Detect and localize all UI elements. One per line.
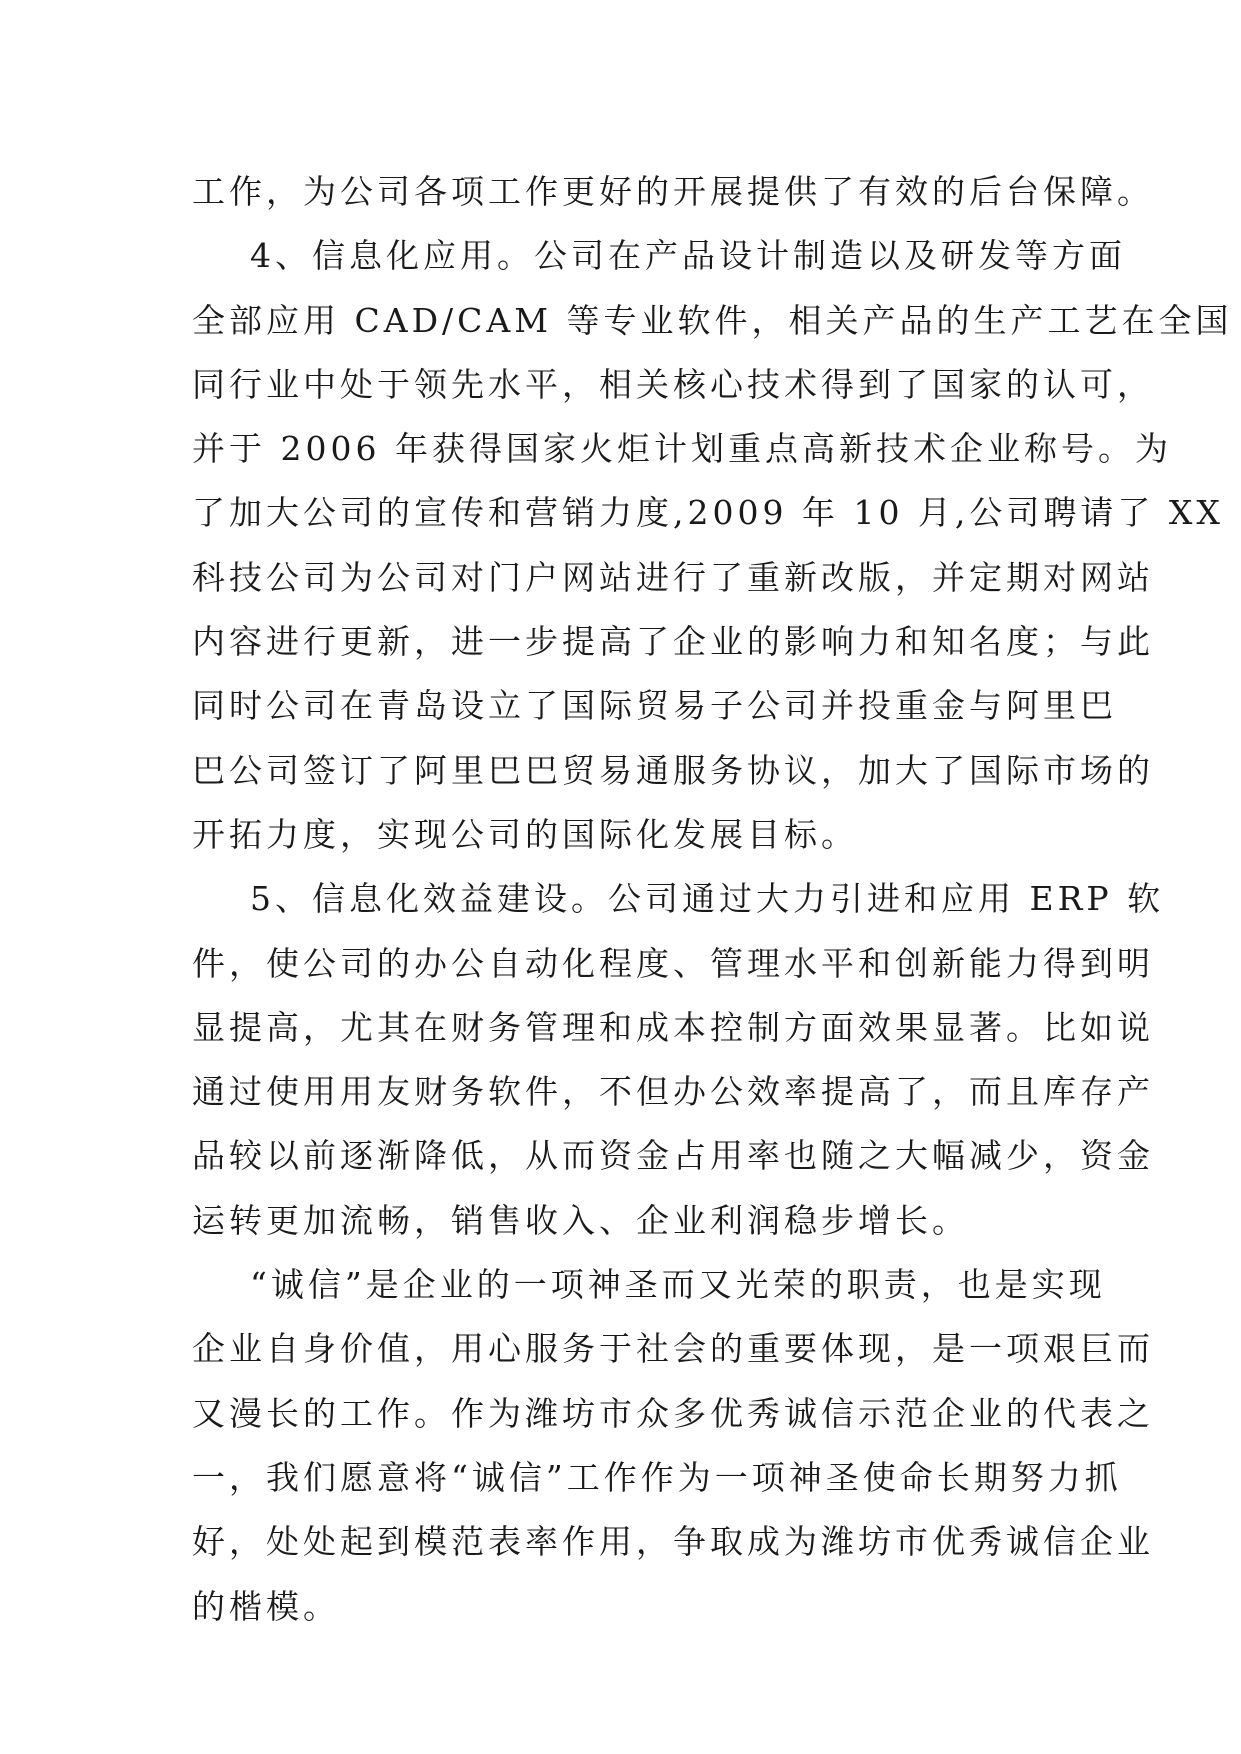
text-line: 科技公司为公司对门户网站进行了重新改版，并定期对网站 (192, 557, 1154, 597)
text-line: 同时公司在青岛设立了国际贸易子公司并投重金与阿里巴 (192, 686, 1117, 726)
text-line: 的楷模。 (192, 1586, 340, 1626)
text-line: 了加大公司的宣传和营销力度,2009 年 10 月,公司聘请了 XX (192, 493, 1224, 533)
text-line: 内容进行更新，进一步提高了企业的影响力和知名度；与此 (192, 622, 1154, 662)
text-line: 通过使用用友财务软件，不但办公效率提高了，而且库存产 (192, 1072, 1154, 1112)
body-text (192, 160, 1233, 1639)
paragraph-start-line: 4、信息化应用。公司在产品设计制造以及研发等方面 (250, 236, 1126, 276)
text-line: 一，我们愿意将“诚信”工作作为一项神圣使命长期努力抓 (192, 1457, 1122, 1497)
paragraph-start-line: “诚信”是企业的一项神圣而又光荣的职责，也是实现 (250, 1265, 1106, 1305)
text-line: 品较以前逐渐降低，从而资金占用率也随之大幅减少，资金 (192, 1136, 1154, 1176)
text-line: 全部应用 CAD/CAM 等专业软件，相关产品的生产工艺在全国 (192, 300, 1233, 340)
text-line: 显提高，尤其在财务管理和成本控制方面效果显著。比如说 (192, 1007, 1154, 1047)
text-line: 同行业中处于领先水平，相关核心技术得到了国家的认可， (192, 364, 1154, 404)
text-line: 巴公司签订了阿里巴巴贸易通服务协议，加大了国际市场的 (192, 750, 1154, 790)
text-line: 件，使公司的办公自动化程度、管理水平和创新能力得到明 (192, 943, 1154, 983)
paragraph-start-line: 5、信息化效益建设。公司通过大力引进和应用 ERP 软 (250, 879, 1165, 919)
text-line: 开拓力度，实现公司的国际化发展目标。 (192, 814, 858, 854)
text-line: 工作，为公司各项工作更好的开展提供了有效的后台保障。 (192, 172, 1154, 211)
text-line: 又漫长的工作。作为潍坊市众多优秀诚信示范企业的代表之 (192, 1393, 1154, 1433)
text-line: 运转更加流畅，销售收入、企业利润稳步增长。 (192, 1200, 969, 1240)
text-line: 并于 2006 年获得国家火炬计划重点高新技术企业称号。为 (192, 429, 1172, 469)
text-line: 企业自身价值，用心服务于社会的重要体现，是一项艰巨而 (192, 1329, 1154, 1369)
text-line: 好，处处起到模范表率作用，争取成为潍坊市优秀诚信企业 (192, 1522, 1154, 1562)
